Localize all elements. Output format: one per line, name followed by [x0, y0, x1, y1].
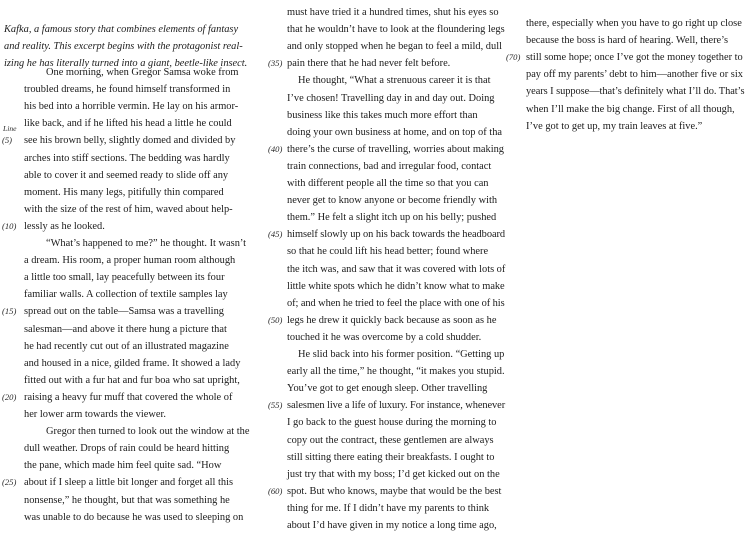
text-line: moment. His many legs, pitifully thin compared: [24, 186, 224, 198]
text-line: train connections, bad and irregular food, contact: [287, 160, 492, 172]
text-line: copy out the contract, these gentlemen are always: [287, 434, 494, 446]
text-line: because the boss is hard of hearing. Well, there’s: [526, 35, 729, 47]
line-number: (70): [506, 52, 521, 63]
text-line: salesmen live a life of luxury. For instance, whenever: [287, 400, 506, 412]
line-number: (20): [2, 391, 17, 402]
text-line: still some hope; once I’ve got the money together to: [526, 52, 743, 64]
text-line: with different people all the time so that you can: [287, 178, 489, 189]
text-line: was unable to do because he was used to sleeping on: [24, 511, 244, 523]
intro-line: izing he has literally turned into a giant, beetle-like insect.: [4, 58, 248, 70]
intro-line: and reality. This excerpt begins with the protagonist real-: [4, 41, 243, 53]
text-line: a little too small, lay peacefully between its four: [24, 272, 225, 284]
text-line: raising a heavy fur muff that covered the whole of: [24, 391, 233, 403]
text-line: there, especially when you have to go right up close: [526, 18, 742, 29]
text-line: I’ve chosen! Travelling day in and day out. Doing: [287, 92, 495, 104]
line-number: (50): [268, 314, 283, 325]
text-line: so that he could lift his head better; found where: [287, 246, 489, 258]
line-number: (5): [2, 135, 13, 146]
text-line: You’ve got to get enough sleep. Other travelling: [287, 383, 488, 395]
text-line: pain there that he had never felt before.: [287, 58, 451, 70]
text-line: troubled dreams, he found himself transformed in: [24, 84, 231, 96]
line-number: (40): [268, 143, 283, 154]
text-line: One morning, when Gregor Samsa woke from: [46, 67, 239, 78]
line-number: (60): [268, 485, 283, 496]
text-line: with the size of the rest of him, waved about help-: [24, 203, 233, 215]
text-line: that he wouldn’t have to look at the floundering legs: [287, 24, 505, 36]
line-number: (15): [2, 306, 17, 317]
text-line: years I suppose—that’s definitely what I’ll do. That’s: [526, 86, 745, 98]
line-label: Line: [3, 124, 17, 134]
text-line: like back, and if he lifted his head a little he could: [24, 118, 232, 130]
line-number: (55): [268, 400, 283, 411]
text-line: doing your own business at home, and on top of tha: [287, 126, 503, 138]
text-line: spot. But who knows, maybe that would be the best: [287, 485, 502, 497]
text-line: must have tried it a hundred times, shut his eyes so: [287, 7, 499, 18]
text-line: touched it he was overcome by a cold shudder.: [287, 331, 482, 343]
text-line: he had recently cut out of an illustrated magazine: [24, 340, 229, 352]
text-line: the itch was, and saw that it was covered with lots of: [287, 263, 506, 275]
text-line: a dream. His room, a proper human room although: [24, 255, 236, 267]
text-line: about I’d have given in my notice a long time ago,: [287, 520, 497, 531]
line-number: (10): [2, 220, 17, 231]
text-line: early all the time,” he thought, “it makes you stupid.: [287, 366, 505, 378]
text-line: lessly as he looked.: [24, 220, 105, 232]
text-line: able to cover it and seemed ready to slide off any: [24, 169, 229, 181]
text-line: of; and when he tried to feel the place with one of his: [287, 297, 505, 309]
text-line: I’ve got to get up, my train leaves at five.”: [526, 120, 703, 132]
text-line: familiar walls. A collection of textile samples lay: [24, 289, 228, 301]
text-line: legs he drew it quickly back because as soon as he: [287, 314, 497, 326]
text-line: He thought, “What a strenuous career it is that: [298, 75, 491, 87]
text-line: fitted out with a fur hat and fur boa who sat upright,: [24, 374, 240, 386]
intro-line: Kafka, a famous story that combines elements of fantasy: [4, 24, 239, 35]
text-line: see his brown belly, slightly domed and divided by: [24, 135, 236, 147]
text-line: thing for me. If I didn’t have my parents to think: [287, 502, 490, 514]
text-line: dull weather. Drops of rain could be heard hitting: [24, 443, 230, 455]
text-line: nonsense,” he thought, but that was something he: [24, 494, 230, 506]
text-line: “What’s happened to me?” he thought. It wasn’t: [46, 238, 247, 249]
text-line: business like this takes much more effort than: [287, 109, 478, 121]
text-line: the pane, which made him feel quite sad. “How: [24, 460, 222, 472]
text-line: them.” He felt a slight itch up on his belly; pushed: [287, 212, 497, 224]
text-line: just try that with my boss; I’d get kicked out on the: [287, 468, 500, 480]
text-line: I go back to the guest house during the morning to: [287, 417, 497, 429]
text-line: He slid back into his former position. “Getting up: [298, 349, 505, 360]
text-line: and only stopped when he began to feel a mild, dull: [287, 41, 502, 53]
line-number: (45): [268, 229, 283, 240]
text-line: never get to know anyone or become friendly with: [287, 195, 498, 207]
text-line: pay off my parents’ debt to him—another five or six: [526, 69, 743, 81]
text-line: Gregor then turned to look out the window at the: [46, 426, 250, 438]
text-line: and housed in a nice, gilded frame. It showed a lady: [24, 357, 241, 369]
text-line: when I’ll make the big change. First of all though,: [526, 103, 735, 115]
text-line: salesman—and above it there hung a picture that: [24, 323, 227, 335]
line-number: (35): [268, 58, 283, 69]
text-line: his bed into a horrible vermin. He lay on his armor-: [24, 101, 239, 113]
text-line: spread out on the table—Samsa was a travelling: [24, 306, 224, 318]
text-line: about if I sleep a little bit longer and forget all this: [24, 477, 234, 489]
text-line: himself slowly up on his back towards the headboard: [287, 229, 506, 241]
text-line: her lower arm towards the viewer.: [24, 409, 166, 420]
text-line: still sitting there eating their breakfasts. I ought to: [287, 451, 495, 463]
text-line: little white spots which he didn’t know what to make: [287, 280, 505, 292]
text-line: arches into stiff sections. The bedding was hardly: [24, 152, 230, 164]
line-number: (25): [2, 477, 17, 488]
text-line: there’s the curse of travelling, worries about making: [287, 143, 504, 155]
